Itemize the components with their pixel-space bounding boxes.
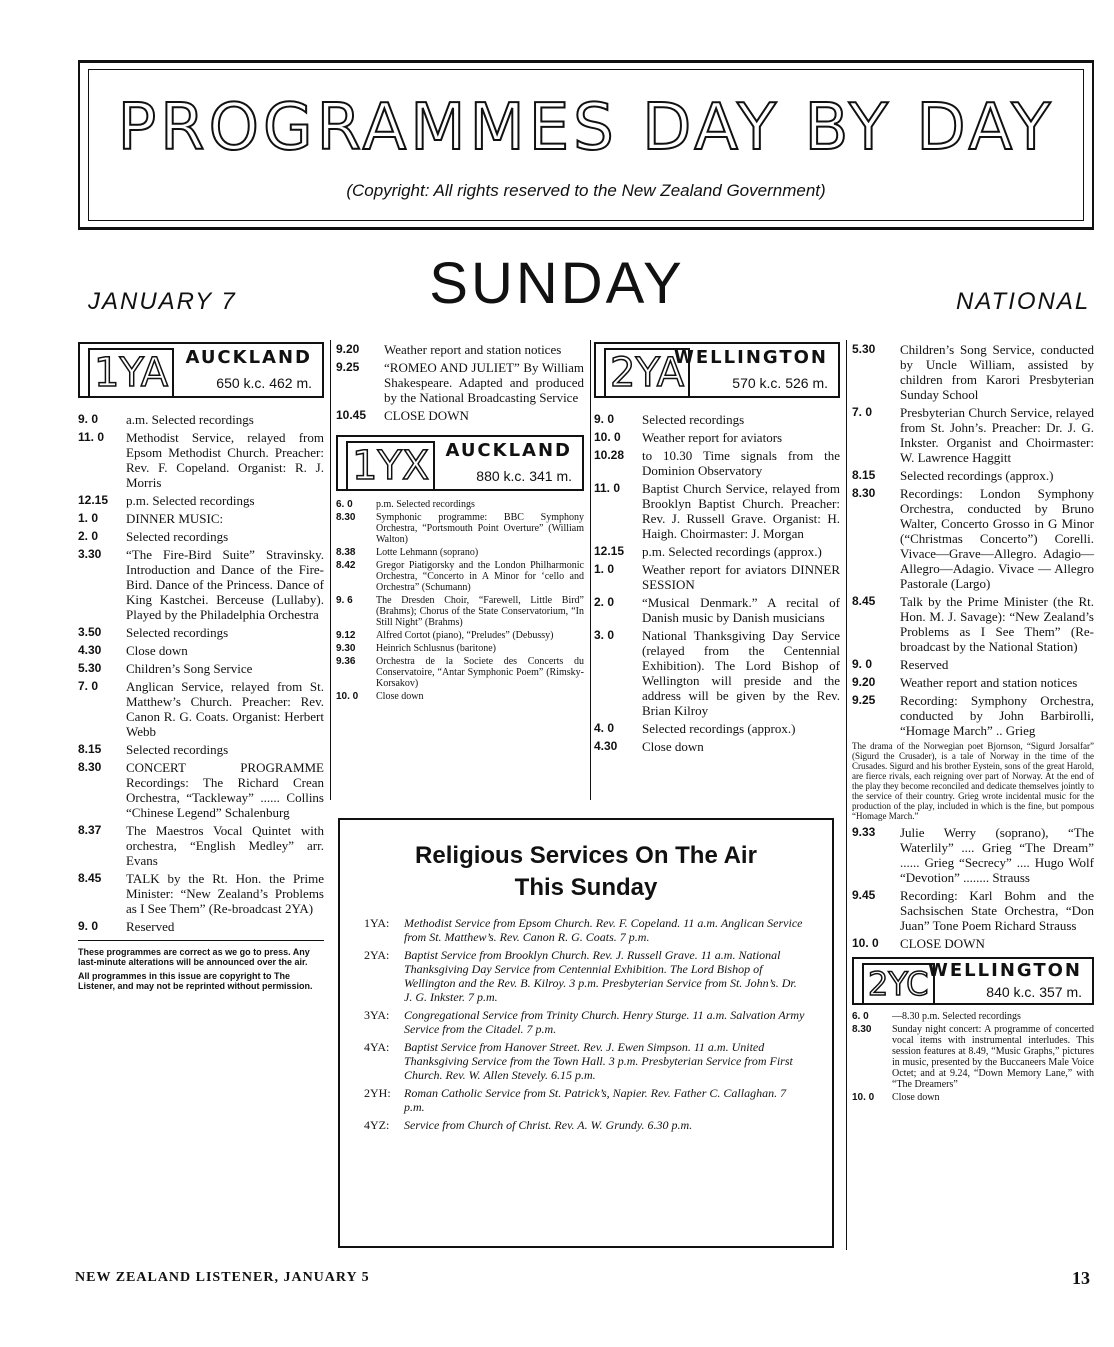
schedule-time: 4.30 <box>78 643 102 657</box>
schedule-item: Orchestra de la Societe des Concerts du Conservatoire, “Antar Symphonic Poem” (Rimsky-Korsakov) <box>376 656 584 689</box>
schedule-time: 3.30 <box>78 547 102 561</box>
schedule-item: TALK by the Rt. Hon. the Prime Minister: “New Zealand’s Problems as I See Them” (Re-broadcast 2YA) <box>126 871 324 916</box>
schedule-row <box>78 529 324 544</box>
station-call-sign: 1YA <box>88 348 174 398</box>
schedule-row <box>852 468 1094 483</box>
grieg-program-note: The drama of the Norwegian poet Bjornson, “Sigurd Jorsalfar” (Sigurd the Crusader), is a tale of Norway in the time of the Crusades. Sigurd and his brother Eystein, sons of the great Harold, are fierce rivals, each reigning over part of Norway. At the end of the play they become reconciled and dedicate themselves jointly to the service of their country. Grieg wrote incidental music for the production of the play, included in which is the fine, but pompous “Homage March.” <box>852 741 1094 821</box>
schedule-row <box>78 643 324 658</box>
schedule-time: 10.28 <box>594 448 625 462</box>
schedule-time: 3.50 <box>78 625 102 639</box>
schedule-row <box>336 656 584 689</box>
schedule-item: Selected recordings <box>642 412 745 427</box>
schedule-time: 9. 0 <box>852 657 873 671</box>
schedule-1YA <box>78 412 324 934</box>
schedule-item: DINNER MUSIC: <box>126 511 224 526</box>
schedule-row <box>594 562 840 592</box>
schedule-time: 11. 0 <box>78 430 105 444</box>
schedule-item: Selected recordings (approx.) <box>900 468 1054 483</box>
schedule-time: 6. 0 <box>852 1011 869 1022</box>
schedule-time: 9.33 <box>852 825 876 839</box>
schedule-time: 9.25 <box>336 360 360 374</box>
note-press: These programmes are correct as we go to press. Any last-minute alterations will be announced over the air. <box>78 947 310 967</box>
note-copyright: All programmes in this issue are copyright to The Listener, and may not be reprinted without permission. <box>78 971 313 991</box>
schedule-item: p.m. Selected recordings (approx.) <box>642 544 822 559</box>
service-details: Roman Catholic Service from St. Patrick’s, Napier. Rev. Father C. Callaghan. 7 p.m. <box>404 1086 787 1114</box>
schedule-time: 10.45 <box>336 408 367 422</box>
page-number: 13 <box>1072 1268 1090 1288</box>
column-divider <box>590 340 591 800</box>
schedule-item: “The Fire-Bird Suite” Stravinsky. Introduction and Dance of the Fire-Bird. Dance of the Princess. Dance of King Kastchei. Berceuse (Lullaby). Played by the Philadelphia Orchestra <box>126 547 324 622</box>
station-city: WELLINGTON <box>928 960 1082 981</box>
schedule-row <box>852 342 1094 402</box>
schedule-row <box>852 936 1094 951</box>
schedule-row <box>852 405 1094 465</box>
schedule-time: 12.15 <box>594 544 625 558</box>
station-frequency: 650 k.c. 462 m. <box>216 375 312 391</box>
column-1YA-continued <box>336 342 584 704</box>
schedule-time: 9.25 <box>852 693 876 707</box>
schedule-row <box>78 511 324 526</box>
religious-service-entry <box>364 1008 808 1036</box>
schedule-row <box>594 448 840 478</box>
schedule-2YA-late <box>852 825 1094 951</box>
schedule-row <box>336 595 584 628</box>
schedule-row <box>336 691 584 702</box>
schedule-item: Alfred Cortot (piano), “Preludes” (Debussy) <box>376 630 554 641</box>
schedule-2YC <box>852 1011 1094 1103</box>
schedule-row <box>336 643 584 654</box>
schedule-item: Talk by the Prime Minister (the Rt. Hon. M. J. Savage): “New Zealand’s Problems as I See Them” (Re-broadcast by the National Station) <box>900 594 1094 654</box>
schedule-item: Close down <box>892 1092 940 1103</box>
schedule-item: Weather report for aviators <box>642 430 783 445</box>
column-divider <box>330 340 331 800</box>
schedule-time: 8.30 <box>852 1024 872 1035</box>
schedule-row <box>594 430 840 445</box>
schedule-item: —8.30 p.m. Selected recordings <box>892 1011 1021 1022</box>
schedule-row <box>852 888 1094 933</box>
schedule-item: Selected recordings <box>126 529 229 544</box>
schedule-row <box>336 499 584 510</box>
station-city: AUCKLAND <box>185 347 312 368</box>
schedule-item: Weather report and station notices <box>384 342 562 357</box>
schedule-time: 1. 0 <box>594 562 615 576</box>
notes-box <box>78 940 324 991</box>
schedule-row <box>594 544 840 559</box>
service-details: Baptist Service from Hanover Street. Rev. J. Ewen Simpson. 11 a.m. United Thanksgiving Service from the Town Hall. 3 p.m. Presbyterian Service from First Church. Rev. W. Allen Stevely. 6.15 p.m. <box>404 1040 793 1082</box>
station-code: 3YA: <box>364 1008 390 1022</box>
schedule-time: 10. 0 <box>852 936 879 950</box>
station-frequency: 570 k.c. 526 m. <box>732 375 828 391</box>
service-details: Service from Church of Christ. Rev. A. W. Grundy. 6.30 p.m. <box>404 1118 693 1132</box>
schedule-item: Recordings: London Symphony Orchestra, conducted by Bruno Walter, Concerto Grosso in G Minor (“Christmas Concerto”) Corelli. Vivace—Grave—Allegro. Adagio—Allegro—Adagio. Vivace — Allegro Pastorale (Largo) <box>900 486 1094 591</box>
schedule-time: 9.12 <box>336 630 356 641</box>
schedule-item: Baptist Church Service, relayed from Brooklyn Baptist Church. Preacher: Rev. J. Russell Grave. Organist: H. Haigh. Choirmaster: J. Morgan <box>642 481 840 541</box>
schedule-row <box>78 919 324 934</box>
schedule-row <box>78 742 324 757</box>
schedule-row <box>78 871 324 916</box>
schedule-item: Symphonic programme: BBC Symphony Orchestra, “Portsmouth Point Overture” (William Walton) <box>376 512 584 545</box>
schedule-item: Close down <box>376 691 424 702</box>
schedule-time: 1. 0 <box>78 511 99 525</box>
station-frequency: 840 k.c. 357 m. <box>986 984 1082 1000</box>
schedule-item: to 10.30 Time signals from the Dominion Observatory <box>642 448 840 478</box>
schedule-item: CLOSE DOWN <box>384 408 469 423</box>
service-details: Congregational Service from Trinity Church. Henry Sturge. 11 a.m. Salvation Army Service from the Citadel. 7 p.m. <box>404 1008 805 1036</box>
station-city: WELLINGTON <box>674 347 828 368</box>
schedule-time: 6. 0 <box>336 499 353 510</box>
schedule-item: Recording: Symphony Orchestra, conducted by John Barbirolli, “Homage March” .. Grieg <box>900 693 1094 738</box>
service-details: Baptist Service from Brooklyn Church. Rev. J. Russell Grave. 11 a.m. National Thanksgiving Day Service from Centennial Exhibition. The Lord Bishop of Wellington and the Rev. B. Kilroy. 3 p.m. Presbyterian Service from St. John’s. Dr. J. G. Inkster. 7 p.m. <box>404 948 797 1004</box>
station-call-sign: 2YA <box>604 348 690 398</box>
schedule-row <box>594 721 840 736</box>
schedule-time: 9.30 <box>336 643 356 654</box>
schedule-time: 8.30 <box>78 760 102 774</box>
station-code: 1YA: <box>364 916 390 930</box>
schedule-item: Weather report for aviators DINNER SESSION <box>642 562 840 592</box>
schedule-time: 4. 0 <box>594 721 615 735</box>
service-details: Methodist Service from Epsom Church. Rev. F. Copeland. 11 a.m. Anglican Service from St. Matthew’s. Rev. Canon R. G. Coats. 7 p.m. <box>404 916 803 944</box>
schedule-row <box>78 412 324 427</box>
religious-list <box>364 916 808 1132</box>
station-frequency: 880 k.c. 341 m. <box>476 468 572 484</box>
schedule-item: Reserved <box>126 919 175 934</box>
station-box-1YX <box>336 435 584 491</box>
religious-services-box <box>338 818 834 1248</box>
schedule-row <box>852 1011 1094 1022</box>
schedule-row <box>78 547 324 622</box>
column-2YA-continued <box>852 342 1094 1105</box>
date-label: JANUARY 7 <box>88 288 237 315</box>
schedule-row <box>336 547 584 558</box>
copyright-notice: (Copyright: All rights reserved to the New Zealand Government) <box>346 181 826 200</box>
schedule-row <box>852 657 1094 672</box>
schedule-row <box>594 628 840 718</box>
station-code: 2YA: <box>364 948 390 962</box>
schedule-item: Sunday night concert: A programme of concerted vocal items with instrumental interludes. This session features at 8.49, “Music Graphs,” pictures in music, presented by the Buccaneers Male Voice Octet; and at 9.24, “Down Memory Lane,” with “The Dreamers” <box>892 1024 1094 1090</box>
schedule-time: 9. 0 <box>594 412 615 426</box>
religious-service-entry <box>364 948 808 1004</box>
schedule-time: 9. 6 <box>336 595 353 606</box>
schedule-item: The Dresden Choir, “Farewell, Little Bird” (Brahms); Chorus of the State Conservatorium, “In Still Night” (Brahms) <box>376 595 584 628</box>
schedule-time: 5.30 <box>78 661 102 675</box>
schedule-time: 8.38 <box>336 547 356 558</box>
schedule-row <box>78 430 324 490</box>
schedule-row <box>594 739 840 754</box>
station-box-2YA <box>594 342 840 398</box>
schedule-time: 10. 0 <box>336 691 359 702</box>
schedule-time: 8.15 <box>78 742 102 756</box>
religious-heading: Religious Services On The Air <box>415 842 757 869</box>
schedule-time: 9. 0 <box>78 412 99 426</box>
schedule-time: 10. 0 <box>852 1092 875 1103</box>
column-2YA <box>594 342 840 757</box>
page-title: PROGRAMMES DAY BY DAY <box>117 91 1055 165</box>
schedule-time: 9.36 <box>336 656 356 667</box>
schedule-row <box>78 493 324 508</box>
schedule-time: 5.30 <box>852 342 876 356</box>
schedule-item: Lotte Lehmann (soprano) <box>376 547 479 558</box>
schedule-time: 8.30 <box>336 512 356 523</box>
religious-service-entry <box>364 1040 808 1082</box>
schedule-row <box>852 594 1094 654</box>
station-city: AUCKLAND <box>445 440 572 461</box>
schedule-item: Close down <box>642 739 704 754</box>
station-code: 4YA: <box>364 1040 390 1054</box>
schedule-row <box>336 342 584 357</box>
schedule-row <box>336 408 584 423</box>
publication-footer: NEW ZEALAND LISTENER, JANUARY 5 <box>75 1270 370 1285</box>
schedule-time: 3. 0 <box>594 628 615 642</box>
religious-subheading: This Sunday <box>514 874 658 901</box>
schedule-item: Children’s Song Service, conducted by Uncle William, assisted by children from Karori Presbyterian Sunday School <box>900 342 1094 402</box>
schedule-time: 2. 0 <box>594 595 615 609</box>
schedule-time: 7. 0 <box>78 679 99 693</box>
schedule-time: 2. 0 <box>78 529 99 543</box>
schedule-time: 8.45 <box>78 871 102 885</box>
schedule-item: p.m. Selected recordings <box>126 493 255 508</box>
schedule-row <box>78 760 324 820</box>
schedule-item: Presbyterian Church Service, relayed from St. John’s. Preacher: Dr. J. G. Inkster. Organist and Choirmaster: W. Lawrence Haggitt <box>900 405 1094 465</box>
schedule-time: 8.15 <box>852 468 876 482</box>
schedule-item: CONCERT PROGRAMME Recordings: The Richard Crean Orchestra, “Tackleway” ...... Collins “Chinese Legend” Schalenburg <box>126 760 324 820</box>
schedule-row <box>78 679 324 739</box>
schedule-item: Close down <box>126 643 188 658</box>
schedule-row <box>336 630 584 641</box>
schedule-2YA <box>594 412 840 754</box>
schedule-item: Anglican Service, relayed from St. Matthew’s Church. Preacher: Rev. Canon R. G. Coats. Organist: Herbert Webb <box>126 679 324 739</box>
schedule-row <box>594 595 840 625</box>
schedule-row <box>852 1024 1094 1090</box>
schedule-row <box>594 481 840 541</box>
schedule-item: “ROMEO AND JULIET” By William Shakespeare. Adapted and produced by the National Broadcasting Service <box>384 360 584 405</box>
station-code: 2YH: <box>364 1086 391 1100</box>
schedule-row <box>336 560 584 593</box>
schedule-time: 10. 0 <box>594 430 621 444</box>
schedule-row <box>852 486 1094 591</box>
schedule-row <box>336 512 584 545</box>
schedule-item: a.m. Selected recordings <box>126 412 254 427</box>
station-call-sign: 2YC <box>862 963 935 1005</box>
schedule-item: Julie Werry (soprano), “The Waterlily” .... Grieg “The Dream” ...... Grieg “Secrecy” .... Hugo Wolf “Devotion” ........ Strauss <box>900 825 1094 885</box>
schedule-item: Selected recordings <box>126 742 229 757</box>
schedule-time: 8.30 <box>852 486 876 500</box>
schedule-time: 11. 0 <box>594 481 621 495</box>
column-1YA <box>78 342 324 991</box>
religious-service-entry <box>364 916 808 944</box>
station-code: 4YZ: <box>364 1118 390 1132</box>
schedule-item: Selected recordings <box>126 625 229 640</box>
schedule-time: 8.42 <box>336 560 356 571</box>
schedule-time: 4.30 <box>594 739 618 753</box>
station-box-2YC <box>852 957 1094 1005</box>
schedule-time: 8.37 <box>78 823 102 837</box>
schedule-1YX <box>336 499 584 702</box>
schedule-row <box>594 412 840 427</box>
schedule-item: The Maestros Vocal Quintet with orchestra, “English Medley” arr. Evans <box>126 823 324 868</box>
religious-service-entry <box>364 1118 808 1132</box>
schedule-item: Reserved <box>900 657 949 672</box>
schedule-row <box>78 661 324 676</box>
schedule-item: “Musical Denmark.” A recital of Danish music by Danish musicians <box>642 595 840 625</box>
schedule-item: Gregor Piatigorsky and the London Philharmonic Orchestra, “Concerto in A Minor for ‘cello and Orchestra” (Schumann) <box>376 560 584 593</box>
schedule-item: CLOSE DOWN <box>900 936 985 951</box>
station-box-1YA <box>78 342 324 398</box>
day-heading: SUNDAY <box>429 251 685 316</box>
schedule-row <box>852 825 1094 885</box>
schedule-time: 9.20 <box>336 342 360 356</box>
schedule-item: Recording: Karl Bohm and the Sachsischen State Orchestra, “Don Juan” Tone Poem Richard Strauss <box>900 888 1094 933</box>
schedule-item: p.m. Selected recordings <box>376 499 475 510</box>
schedule-row <box>78 823 324 868</box>
schedule-row <box>78 625 324 640</box>
schedule-time: 9.20 <box>852 675 876 689</box>
column-divider <box>846 340 847 1250</box>
title-banner <box>78 60 1094 230</box>
schedule-time: 7. 0 <box>852 405 873 419</box>
schedule-time: 8.45 <box>852 594 876 608</box>
schedule-row <box>852 675 1094 690</box>
schedule-row <box>336 360 584 405</box>
schedule-item: National Thanksgiving Day Service (relayed from the Centennial Exhibition). The Lord Bishop of Wellington will preside and the address will be given by the Rev. Brian Kilroy <box>642 628 840 718</box>
schedule-item: Methodist Service, relayed from Epsom Methodist Church. Preacher: Rev. F. Copeland. Organist: R. J. Morris <box>126 430 324 490</box>
schedule-item: Weather report and station notices <box>900 675 1078 690</box>
schedule-time: 9. 0 <box>78 919 99 933</box>
schedule-row <box>852 1092 1094 1103</box>
schedule-item: Children’s Song Service <box>126 661 253 676</box>
schedule-time: 12.15 <box>78 493 109 507</box>
religious-service-entry <box>364 1086 808 1114</box>
schedule-1YA-evening <box>336 342 584 423</box>
schedule-row <box>852 693 1094 738</box>
schedule-time: 9.45 <box>852 888 876 902</box>
schedule-item: Selected recordings (approx.) <box>642 721 796 736</box>
network-label: NATIONAL <box>956 288 1091 315</box>
schedule-item: Heinrich Schlusnus (baritone) <box>376 643 496 654</box>
station-call-sign: 1YX <box>346 441 435 491</box>
schedule-2YA-evening <box>852 342 1094 738</box>
